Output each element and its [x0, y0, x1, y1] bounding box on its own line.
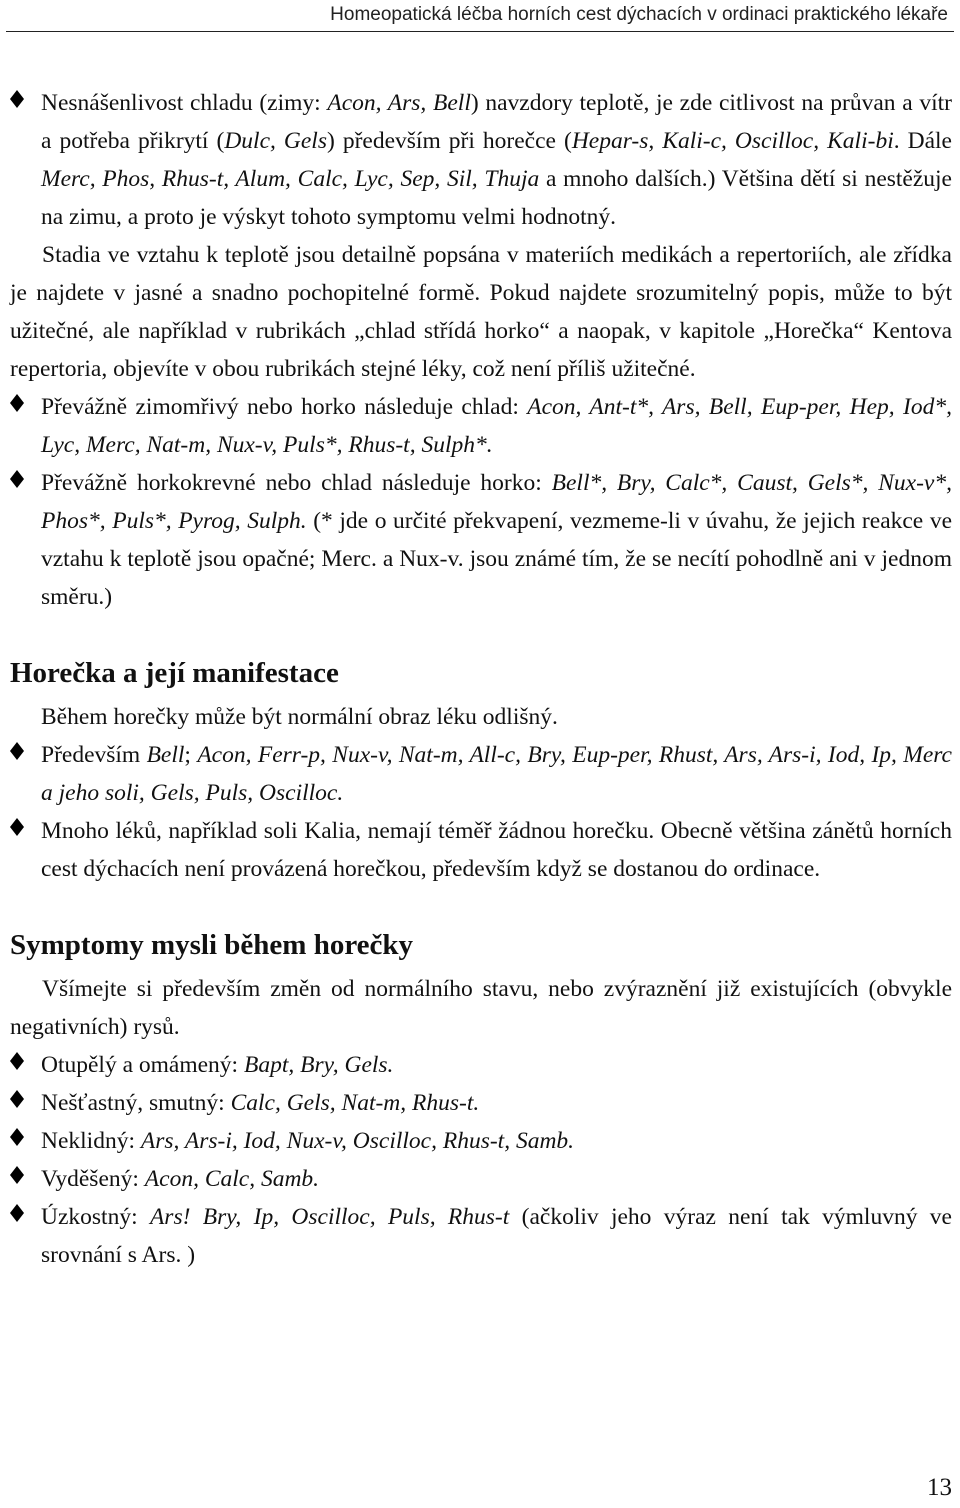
bullet-text — [41, 84, 952, 236]
text-run: ) navzdory teplotě, je zde citlivost na průvan a vítr a potřeba přikrytí ( — [41, 90, 952, 154]
bullet-text — [41, 388, 952, 464]
diamond-bullet-icon — [10, 1122, 41, 1146]
bullet-text — [41, 1160, 952, 1198]
section-heading: Symptomy mysli během horečky — [10, 929, 414, 961]
remedy-list: Hepar-s, Kali-c, Oscilloc, Kali-bi — [571, 128, 894, 154]
bullet-item — [10, 1084, 952, 1122]
remedy-list: Acon, Ars, Bell — [327, 90, 471, 116]
diamond-bullet-icon — [10, 812, 41, 836]
text-run: Úzkostný: — [41, 1204, 150, 1230]
text-run: Otupělý a omámený: — [41, 1052, 244, 1078]
text-run: Především — [41, 742, 147, 768]
text-run: . Dále — [893, 128, 952, 154]
remedy-list: Bell*, Bry, Calc*, Caust, Gels*, Nux-v*, Phos*, Puls*, Pyrog, Sulph. — [41, 470, 952, 534]
bullet-item — [10, 1122, 952, 1160]
bullet-item — [10, 1160, 952, 1198]
bullet-item — [10, 1198, 952, 1274]
bullet-text — [41, 1198, 952, 1274]
diamond-bullet-icon — [10, 84, 41, 108]
text-run: Převážně horkokrevné nebo chlad následuje horko: — [41, 470, 552, 496]
bullet-text — [41, 736, 952, 812]
bullet-text — [41, 1122, 952, 1160]
section-heading: Horečka a její manifestace — [10, 657, 339, 689]
paragraph: Všímejte si především změn od normálního stavu, nebo zvýraznění již existujících (obvykle negativních) rysů. — [10, 976, 952, 1040]
bullet-item — [10, 464, 952, 616]
diamond-bullet-icon — [10, 464, 41, 488]
text-run: ; — [184, 742, 198, 768]
text-run: Nešťastný, smutný: — [41, 1090, 231, 1116]
diamond-bullet-icon — [10, 1198, 41, 1222]
diamond-bullet-icon — [10, 1046, 41, 1070]
diamond-bullet-icon — [10, 388, 41, 412]
diamond-bullet-icon — [10, 736, 41, 760]
text-run: ) především při horečce ( — [326, 128, 572, 154]
remedy-list: Merc, Phos, Rhus-t, Alum, Calc, Lyc, Sep, Sil, Thuja — [41, 166, 540, 192]
text-run: a mnoho dalších.) Většina dětí si nestěžuje na zimu, a proto je výskyt tohoto symptomu velmi hodnotný. — [41, 166, 952, 230]
remedy-list: Acon, Calc, Samb. — [144, 1166, 320, 1192]
page-number: 13 — [927, 1474, 952, 1501]
paragraph: Stadia ve vztahu k teplotě jsou detailně popsána v materiích medikách a repertoriích, ale zřídka je najdete v jasné a snadno pochopitelné formě. Pokud najdete srozumitelný popis, může to být užitečné, ale například v rubrikách „chlad střídá horko“ a naopak, v kapitole „Horečka“ Kentova repertoria, objevíte v obou rubrikách stejné léky, což není příliš užitečné. — [10, 242, 952, 382]
header-rule — [6, 31, 954, 32]
running-title: Homeopatická léčba horních cest dýchacích v ordinaci praktického lékaře — [330, 4, 948, 25]
remedy-list: Bapt, Bry, Gels. — [243, 1052, 394, 1078]
bullet-text — [41, 464, 952, 616]
bullet-text — [41, 1046, 952, 1084]
bullet-text — [41, 1084, 952, 1122]
bullet-item — [10, 812, 952, 888]
text-run: Vyděšený: — [41, 1166, 145, 1192]
page-header — [0, 0, 960, 36]
bullet-item — [10, 84, 952, 236]
text-run: (* jde o určité překvapení, vezmeme-li v úvahu, že jejich reakce ve vztahu k teplotě jsou opačné; Merc. a Nux-v. jsou známé tím, že se necítí pohodlně ani v jednom směru.) — [41, 508, 952, 610]
bullet-item — [10, 388, 952, 464]
text-run: Neklidný: — [41, 1128, 141, 1154]
page-content — [10, 84, 952, 1274]
bullet-text: Mnoho léků, například soli Kalia, nemají téměř žádnou horečku. Obecně většina zánětů horních cest dýchacích není provázená horečkou, především když se dostanou do ordinace. — [41, 818, 952, 882]
diamond-bullet-icon — [10, 1160, 41, 1184]
text-run: (ačkoliv jeho výraz není tak výmluvný ve srovnání s Ars. ) — [41, 1204, 952, 1268]
remedy-list: Calc, Gels, Nat-m, Rhus-t. — [230, 1090, 480, 1116]
remedy-list: Ars! Bry, Ip, Oscilloc, Puls, Rhus-t — [149, 1204, 510, 1230]
text-run: Převážně zimomřivý nebo horko následuje chlad: — [41, 394, 528, 420]
bullet-item — [10, 1046, 952, 1084]
remedy-list: Acon, Ferr-p, Nux-v, Nat-m, All-c, Bry, Eup-per, Rhust, Ars, Ars-i, Iod, Ip, Merc a jeho soli, Gels, Puls, Oscilloc. — [41, 742, 952, 806]
remedy-list: Ars, Ars-i, Iod, Nux-v, Oscilloc, Rhus-t, Samb. — [140, 1128, 575, 1154]
remedy-list: Acon, Ant-t*, Ars, Bell, Eup-per, Hep, Iod*, Lyc, Merc, Nat-m, Nux-v, Puls*, Rhus-t, Sulph*. — [41, 394, 952, 458]
text-run: Nesnášenlivost chladu (zimy: — [41, 90, 328, 116]
remedy-list: Bell — [146, 742, 185, 768]
diamond-bullet-icon — [10, 1084, 41, 1108]
remedy-list: Dulc, Gels — [224, 128, 327, 154]
bullet-item — [10, 736, 952, 812]
paragraph: Během horečky může být normální obraz léku odlišný. — [41, 704, 558, 730]
